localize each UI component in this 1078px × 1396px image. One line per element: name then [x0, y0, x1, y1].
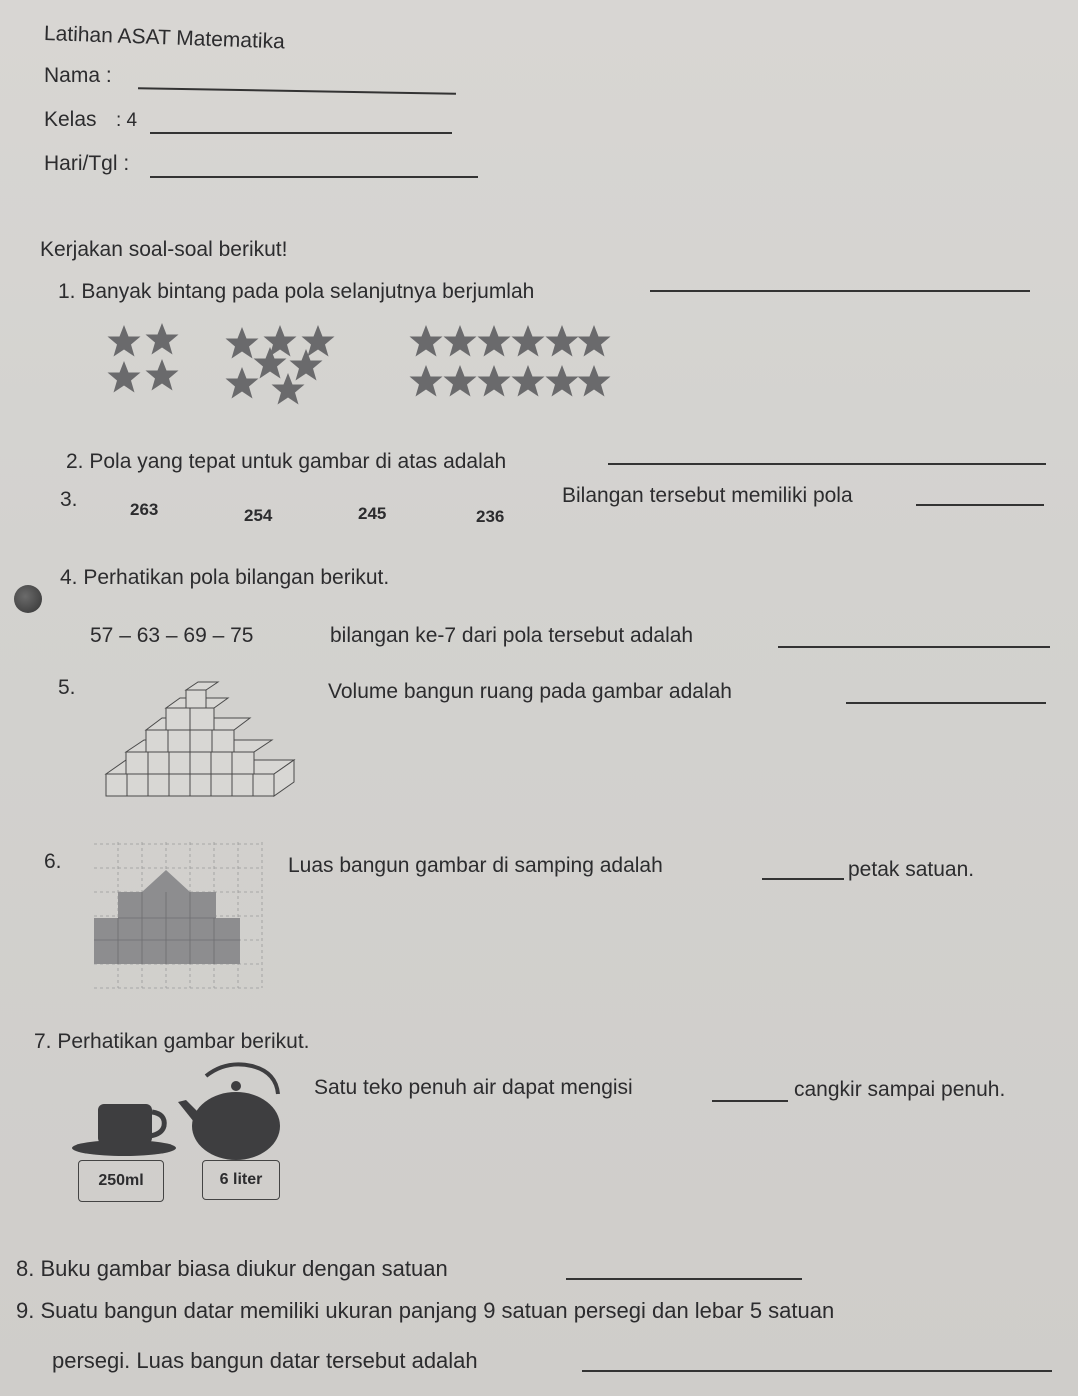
star-icon	[108, 325, 141, 357]
q6-text: Luas bangun gambar di samping adalah	[288, 854, 663, 877]
star-icon	[146, 323, 179, 355]
star-icon	[146, 359, 179, 391]
cup-icon	[72, 1104, 176, 1156]
grid-shape-figure	[94, 842, 264, 992]
cup-volume-label: 250ml	[78, 1160, 164, 1202]
cup-and-teapot-figure	[68, 1064, 288, 1174]
star-icon	[546, 365, 579, 397]
cube-pyramid-figure	[104, 676, 304, 806]
star-icon	[578, 365, 611, 397]
q9-line1: 9. Suatu bangun datar memiliki ukuran panjang 9 satuan persegi dan lebar 5 satuan	[16, 1298, 835, 1323]
worksheet-title: Latihan ASAT Matematika	[43, 22, 286, 54]
star-icon	[290, 349, 323, 381]
star-icon	[444, 365, 477, 397]
q6-suffix: petak satuan.	[848, 858, 975, 881]
star-icon	[512, 325, 545, 357]
teapot-volume-label: 6 liter	[202, 1160, 280, 1200]
q3-number: 3.	[60, 488, 78, 511]
q9-line2: persegi. Luas bangun datar tersebut adalah	[52, 1348, 478, 1373]
teapot-icon	[178, 1064, 280, 1160]
star-icon	[578, 325, 611, 357]
q3-value: 245	[358, 504, 387, 523]
class-label: Kelas	[44, 108, 97, 131]
q6-answer-blank[interactable]	[762, 878, 844, 880]
name-label: Nama :	[44, 64, 112, 87]
q8-text: 8. Buku gambar biasa diukur dengan satuan	[16, 1256, 448, 1281]
date-label: Hari/Tgl :	[44, 152, 130, 175]
q5-text: Volume bangun ruang pada gambar adalah	[328, 680, 732, 703]
star-icon	[410, 365, 443, 397]
q4-text: 4. Perhatikan pola bilangan berikut.	[60, 566, 390, 589]
q3-text: Bilangan tersebut memiliki pola	[562, 484, 853, 507]
punch-hole	[14, 585, 42, 613]
q8-answer-blank[interactable]	[566, 1278, 802, 1280]
q2-answer-blank[interactable]	[608, 463, 1046, 465]
star-icon	[410, 325, 443, 357]
star-icon	[444, 325, 477, 357]
q7-suffix: cangkir sampai penuh.	[794, 1078, 1006, 1101]
q6-number: 6.	[44, 850, 62, 873]
q3-answer-blank[interactable]	[916, 504, 1044, 506]
q3-value: 254	[244, 506, 273, 525]
star-pattern	[100, 320, 620, 410]
instruction: Kerjakan soal-soal berikut!	[40, 238, 288, 261]
q4-question: bilangan ke-7 dari pola tersebut adalah	[330, 624, 694, 647]
q7-answer-blank[interactable]	[712, 1100, 788, 1102]
star-icon	[512, 365, 545, 397]
q3-value: 236	[476, 507, 505, 526]
q7-question: Satu teko penuh air dapat mengisi	[314, 1076, 633, 1099]
q3-value: 263	[130, 500, 159, 519]
name-blank[interactable]	[138, 87, 456, 95]
star-icon	[226, 327, 259, 359]
date-blank[interactable]	[150, 176, 478, 178]
class-blank[interactable]	[150, 132, 452, 134]
q7-text: 7. Perhatikan gambar berikut.	[34, 1030, 310, 1053]
q4-answer-blank[interactable]	[778, 646, 1050, 648]
q4-sequence: 57 – 63 – 69 – 75	[90, 624, 254, 647]
star-icon	[108, 361, 141, 393]
q5-number: 5.	[58, 676, 76, 699]
q2-text: 2. Pola yang tepat untuk gambar di atas adalah	[66, 450, 507, 473]
star-icon	[478, 325, 511, 357]
q5-answer-blank[interactable]	[846, 702, 1046, 704]
q1-answer-blank[interactable]	[650, 290, 1030, 292]
star-icon	[226, 367, 259, 399]
q1-text: 1. Banyak bintang pada pola selanjutnya berjumlah	[58, 280, 535, 303]
star-icon	[546, 325, 579, 357]
class-value: : 4	[116, 110, 138, 131]
q9-answer-blank[interactable]	[582, 1370, 1052, 1372]
star-icon	[478, 365, 511, 397]
star-icon	[254, 347, 287, 379]
